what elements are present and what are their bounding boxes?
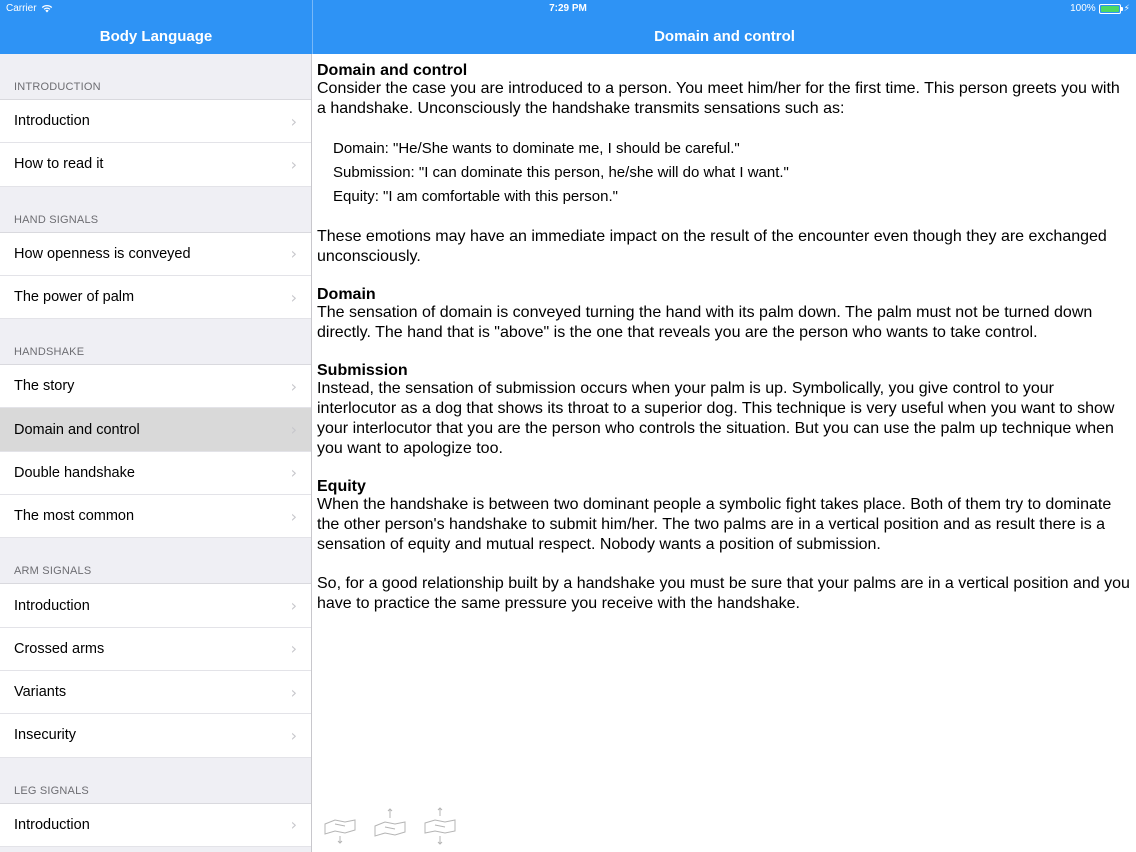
chevron-right-icon: › [290,154,297,174]
sidebar-item-label: The power of palm [14,289,135,306]
submission-heading: Submission [317,362,408,379]
section-header-introduction: INTRODUCTION [0,54,311,100]
sensation-list [317,119,1132,227]
handshake-palm-up-icon [371,806,409,846]
section-header-leg-signals: LEG SIGNALS [0,758,311,804]
handshake-illustrations [321,806,459,846]
chevron-right-icon: › [290,725,297,745]
sidebar-item-label: How openness is conveyed [14,245,191,262]
section-header-hand-signals: HAND SIGNALS [0,187,311,233]
intro-paragraph: Consider the case you are introduced to a person. You meet him/her for the first time. This person greets you with a handshake. Unconsciously the handshake transmits sensations such as: [317,80,1120,117]
quote-domain: Domain: "He/She wants to dominate me, I should be careful." [333,140,740,157]
sidebar-item-label: Insecurity [14,727,77,744]
chevron-right-icon: › [290,463,297,483]
equity-heading: Equity [317,478,366,495]
chevron-right-icon: › [290,376,297,396]
conclusion-paragraph: So, for a good relationship built by a handshake you must be sure that your palms are in a vertical position and you have to practice the same pressure you receive with the handshake. [317,575,1130,612]
submission-paragraph: Instead, the sensation of submission occurs when your palm is up. Symbolically, you give control to your interlocutor as a dog that shows its throat to a superior dog. This technique is very useful when you want to show your interlocutor that you are the person who controls the situation. But you can use the palm up technique when you want to apologize too. [317,380,1115,457]
section-header-arm-signals: ARM SIGNALS [0,538,311,584]
sidebar-item-domain-and-control[interactable] [0,408,311,451]
chevron-right-icon: › [290,596,297,616]
sidebar-item-the-most-common[interactable] [0,495,311,538]
chevron-right-icon: › [290,111,297,131]
chevron-right-icon: › [290,244,297,264]
sidebar-item-label: The most common [14,508,135,525]
handshake-vertical-icon [421,806,459,846]
detail-content[interactable] [313,54,1136,852]
sidebar-item-insecurity[interactable] [0,714,311,757]
status-bar [0,0,1136,18]
sidebar-item-label: Introduction [14,597,90,614]
domain-paragraph: The sensation of domain is conveyed turning the hand with its palm down. The palm must not be turned down directly. The hand that is "above" is the one that reveals you are the person who wants to take control. [317,304,1093,341]
sidebar-item-leg-introduction[interactable] [0,804,311,847]
chevron-right-icon: › [290,682,297,702]
sidebar-item-label: The story [14,378,75,395]
sidebar-item-arm-introduction[interactable] [0,584,311,627]
sidebar-item-how-to-read-it[interactable] [0,143,311,186]
sidebar-title: Body Language [99,27,213,45]
battery-icon [1099,4,1121,14]
sidebar[interactable] [0,54,312,852]
top-bar [0,0,1136,54]
sidebar-item-label: Double handshake [14,464,135,481]
sidebar-item-variants[interactable] [0,671,311,714]
sidebar-item-label: Variants [14,684,67,701]
sidebar-item-label: Crossed arms [14,640,105,657]
sidebar-item-label: Domain and control [14,421,140,438]
sidebar-item-the-power-of-palm[interactable] [0,276,311,319]
chevron-right-icon: › [290,287,297,307]
clock: 7:29 PM [549,3,587,14]
equity-paragraph: When the handshake is between two dominant people a symbolic fight takes place. Both of them try to dominate the other person's handshake to submit him/her. The two palms are in a vertical position and as result there is a sensation of equity and mutual respect. Nobody wants a position of submission. [317,496,1112,553]
quote-submission: Submission: "I can dominate this person, he/she will do what I want." [333,164,789,181]
sidebar-item-double-handshake[interactable] [0,452,311,495]
sidebar-item-label: Introduction [14,113,90,130]
sidebar-item-label: Introduction [14,816,90,833]
quote-equity: Equity: "I am comfortable with this person." [333,188,618,205]
chevron-right-icon: › [290,506,297,526]
sidebar-item-label: How to read it [14,156,104,173]
emotions-paragraph: These emotions may have an immediate impact on the result of the encounter even though they are exchanged unconsciously. [317,228,1107,265]
sidebar-item-crossed-arms[interactable] [0,628,311,671]
detail-title: Domain and control [654,27,795,45]
sidebar-item-introduction[interactable] [0,100,311,143]
section-header-handshake: HANDSHAKE [0,319,311,365]
carrier-label: Carrier [6,3,37,14]
sidebar-item-the-story[interactable] [0,365,311,408]
handshake-palm-down-icon [321,806,359,846]
domain-heading: Domain [317,286,376,303]
battery-indicator [1070,3,1130,14]
sidebar-item-how-openness-is-conveyed[interactable] [0,233,311,276]
chevron-right-icon: › [290,815,297,835]
chevron-right-icon: › [290,420,297,440]
article-heading: Domain and control [317,62,468,79]
battery-percent: 100% [1070,3,1096,14]
charging-icon: ⚡ [1123,3,1130,13]
chevron-right-icon: › [290,639,297,659]
